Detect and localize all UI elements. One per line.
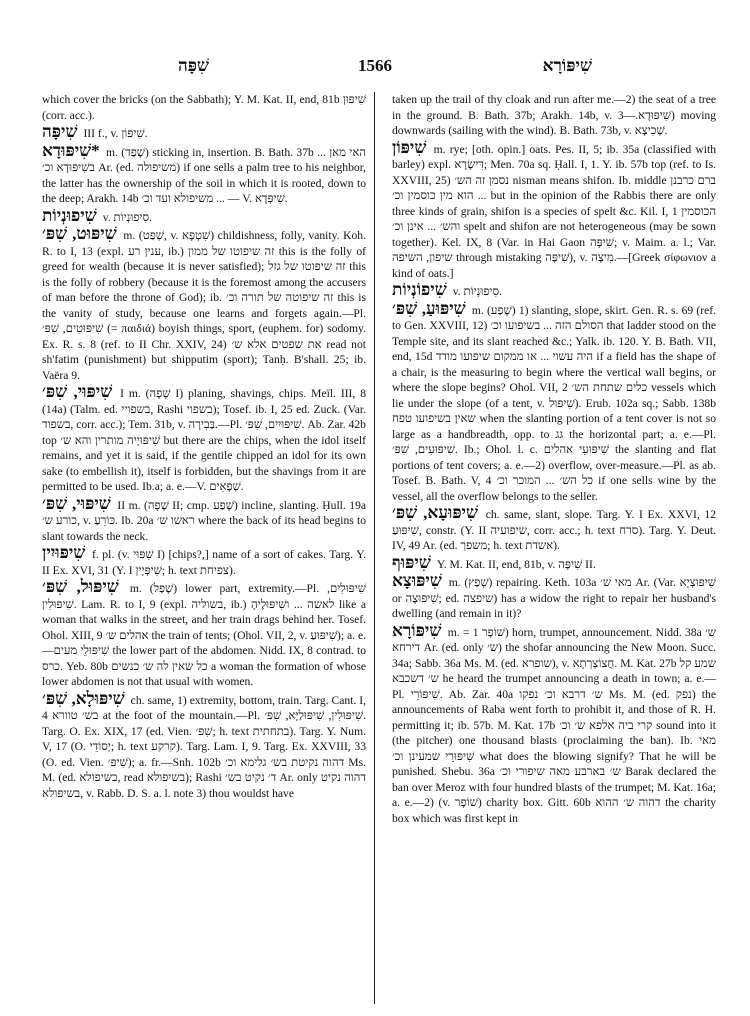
dictionary-entry: [42, 205, 366, 226]
dictionary-entry: [392, 298, 717, 505]
entry-headword: שִׁיפּוֹן: [392, 137, 427, 157]
entry-text: II m. (שָׁפָה II; cmp. שָׁפַע) incline, slanting. Ḥull. 19a כורע ש׳, v. כּוֹרֵעַ. Ib. 20a ראשו ש׳ where the back of its head begins to slant towards the neck.: [42, 498, 367, 543]
dictionary-entry: [42, 124, 366, 142]
page-number: 1566: [358, 56, 392, 75]
entry-continuation: [392, 92, 716, 139]
entry-text: III f., v. שִׁיפּוֹן.: [83, 127, 148, 140]
header-left-word: שִׁפָּה: [178, 56, 210, 75]
dictionary-entry: [392, 620, 717, 827]
dictionary-entry: [42, 226, 366, 383]
entry-text: ch. same, slant, slope. Targ. Y. I Ex. XXVI, 12 שִׁיפּוּעַ, constr. (Y. II שיפועיה, corr. acc.; h. text סרח). Targ. Y. Deut. IV, 49 Ar. (ed. משפך; h. text אשדת).: [392, 508, 716, 552]
dictionary-entry: [392, 282, 716, 300]
entry-headword: שִׁיפּוּט, שִׁפּ׳: [42, 224, 117, 243]
entry-headword: שִׁיפּוּי, שִׁפּ׳: [42, 493, 111, 513]
entry-text: m. (שָׁפַד) sticking in, insertion. B. Bath. 37b האי מאן ... בשִׁיפּוּדָא וכ׳ Ar. (ed. משיפולה) if one sells a palm tree to his neighbor, the latter has the ownership of the soil in which it is rooted, down to the deep; Arakh. 14b משיפולא ועד וכ׳ ... — V. שִׁיפְּדָא.: [42, 145, 366, 205]
entry-headword: שִׁיפּוּיִין: [42, 543, 86, 562]
dictionary-entry: [42, 545, 366, 578]
dictionary-entry: [42, 579, 366, 690]
entry-text: I m. (שָׁפָה I) planing, shavings, chips. Meïl. III, 8 (14a) (Talm. ed. בשפויי, Rashi בשפוי); Tosef. ib. I, 25 ed. Zuck. (Var. בשפוד, corr. acc.); Tem. 31b, v. בַּבִירָה.—Pl. שִׁיפּוּיִים, שִׁפּ׳. Ab. Zar. 42b top שִׁיפּוּיָיה מותרין והא ש׳ but there are the chips, when the idol itself remains, and yet it is said, if the gentile chipped an idol for its own sake (to embellish it), itself is forbidden, but the shavings from it are permitted to be used. Ib.a; a. e.—V. שְׁפָאִים.: [42, 387, 367, 493]
entry-text: m. (שְׁפַט, v. שִׁטְפָא) childishness, folly, vanity. Koh. R. to I, 13 (expl. ענין רע, ib.) זה שיפוטו של ממון this is the folly of greed for wealth (because it is never satisfied); זה שיפוטו של גזל this is the folly of robbery (because it is the foremost among the accusers of man before the throne of God); ib. זה שיפוטה של תורה וכ׳ this is the vanity of study, because one learns and forgets again.—Pl. שִׁיפּוּטִים, שִׁפּ׳ (= παιδιά) boyish things, sport, (euphem. for) sodomy. Ex. R. s. 8 (ref. to II Chr. XXIV, 24) את שפטים אלא ש׳ read not sh'fatim (punishment) but shipputim (sport); Tanḥ. B'shall. 25; ib. Vaëra 9.: [42, 229, 366, 382]
entry-headword: שִׁיפּוּעָא, שִׁפּ׳: [392, 503, 479, 522]
dictionary-entry: [42, 384, 366, 495]
entry-headword: שִׁיפּוּעַ, שִׁפּ׳: [392, 298, 466, 318]
dictionary-entry: [392, 552, 716, 573]
left-column: [42, 92, 366, 802]
dictionary-entry: [392, 137, 717, 282]
dictionary-entry: [42, 493, 367, 545]
dictionary-entry: [42, 140, 366, 207]
dictionary-entry: [392, 573, 716, 622]
entry-text: taken up the trail of thy cloak and run after me.—2) the seat of a tree in the ground. B. Bath. 37b; Arakh. 14b, v. שִׁיפּוּדָא.—3) moving downwards (sailing with the wind). B. Bath. 73b, v. שְׁכִיצָא.: [392, 93, 717, 137]
entry-headword: שִׁיפּוּלָא, שִׁפּ׳: [42, 688, 125, 708]
entry-text: m. (שְׁפַץ) repairing. Keth. 103a מאי ש׳ Ar. (Var. שִׁיפּוּצְיָא or שִׁיפּוּצָה; ed. שיפצה) has a widow the right to repair her husband's dwelling (and remain in it)?: [392, 576, 717, 620]
entry-headword: שִׁיפּוּל, שִׁפּ׳: [42, 577, 119, 596]
entry-text: v. סִיפוּנְיוֹת.: [452, 285, 502, 298]
entry-headword: שִׁיפּוּף: [392, 552, 431, 572]
entry-headword: שִׁיפּוּצָא: [392, 571, 442, 590]
entry-text: which cover the bricks (on the Sabbath); Y. M. Kat. II, end, 81b שִׁיפּוּן (corr. acc.).: [42, 93, 366, 122]
dictionary-entry: [42, 688, 367, 802]
entry-continuation: [42, 92, 366, 123]
entry-text: m. (שָׁפַל) lower part, extremity.—Pl. שִׁיפּוּלִים, שִׁיפּוּלִין. Lam. R. to I, 9 (expl. בשוליה, ib.) לאשה ... ושִׁיפּוּלֶיהָ like a woman that walks in the street, and her train drags behind her. Tosef. Ohol. XIII, 9 אהלים ש׳ the train of tents; (Ohol. VII, 2, v. שִׁיפּוּעַ); a. e.—שִׁיפּוּלֵי מעים the lower part of the abdomen. Nidd. IX, 8 contrad. to כרס. Yeb. 80b כל שאין לה ש׳ כנשים a woman the formation of whose lower abdomen is not that usual with women.: [42, 582, 367, 688]
entry-headword: שִׁיפּוּי, שִׁפּ׳: [42, 382, 113, 401]
column-divider: [374, 92, 375, 1004]
entry-text: m. rye; [oth. opin.] oats. Pes. II, 5; ib. 35a (classified with barley) expl. דִּישָׂרָא; Men. 70a sq. Ḥall. I, 1. Y. ib. 57b top (ref. to Is. XXVIII, 25) נסמן זה הש׳ nisman means shifon. Ib. middle ברם כרבנן ... הוא מין כוסמין וכ׳ but in the opinion of the Rabbis there are only three kinds of grain, shifon is a species of spelt &c. Kil. I, 1 הכוסמין והש׳ ... אינן וכ׳ spelt and shifon are not heterogeneous (may be sown together). Kel. IX, 8 (Var. in Hai Gaon שִׁיפָּה; v. Maim. a. l.; Var. שיפון, השיפה through mistaking שִׁיפָּה), v. מִיצָה.—[Greek σίφωνιον a kind of oats.]: [392, 142, 717, 280]
entry-text: m. = שׁוֹפָר 1) horn, trumpet, announcement. Nidd. 38a ש׳ דירחא Ar. (ed. only ש׳) the shofar announcing the New Moon. Succ. 34a; Sabb. 36a Ms. M. (ed. שופרא), v. חֲצוֹצְרְתָא. M. Kat. 27b שמע קל ש׳ דשכבא he heard the trumpet announcing a death in town; a. e.—Pl. שִׁיפּוֹרֵי. Ab. Zar. 40a ש׳ דרבא וכ׳ נפקו Ms. M. (ed. נפק) the announcements of Raba went forth to prohibit it, and those of R. H. permitting it; ib. 57b. M. Kat. 17b קרי ביה אלפא ש׳ וכ׳ sound into it (the pitcher) one thousand blasts (proclaiming the ban). Ib. מאי שִׁיפּוּרֵי שמעינן וכ׳ what does the blowing signify? That he will be punished. Shebu. 36a ש׳ בארבע מאה שיפורי וכ׳ Barak declared the ban over Meroz with four hundred blasts of the trumpet; M. Kat. 16a; a. e.—2) (v. שׁוֹפָר) charity box. Gitt. 60b דהוה ש׳ ההוא the charity box which was first kept in: [392, 625, 717, 825]
entry-headword: *שִׁיפּוּדָא: [42, 140, 100, 160]
page-header: [40, 56, 710, 82]
right-column: [392, 92, 716, 827]
entry-text: f. pl. (v. שִׁפּוּי I) [chips?,] name of a sort of cakes. Targ. Y. II Ex. XVI, 31 (Y. I שִׁיפְּיָין; h. text צפיחת).: [42, 548, 366, 577]
entry-text: ch. same, 1) extremity, bottom, train. Targ. Cant. I, 4 בש׳ טוורא at the foot of the mountain.—Pl. שִׁיפּוּלִין, שִׁיפּוּלַיָּא, שִׁפּ׳. Targ. O. Ex. XIX, 17 (ed. Vien. שִׁפּ׳; h. text בתחתית). Targ. Y. Num. V, 17 (O. יְסוֹדֵי; h. text קרקע). Targ. Lam. I, 9. Targ. Ex. XXVIII, 33 (O. ed. Vien. שִׁיפּ׳); a. fr.—Snh. 102b דהוה נקיטת בש׳ גלימא וכ׳ Ms. M. (ed. בשיפולא, read בשיפולא); Rashi ד׳ נקיט בש׳ Ar. only דהוה נקיט בשיפולא, v. Rabb. D. S. a. l. note 3) thou wouldst have: [42, 693, 367, 800]
entry-headword: שִׁיפּוֹרָא: [392, 620, 442, 640]
entry-headword: שִׁיפוּנְיוֹת: [42, 205, 97, 225]
entry-headword: שִׁיפָּה: [42, 122, 78, 141]
entry-text: m. (שָׁפַע) 1) slanting, slope, skirt. Gen. R. s. 69 (ref. to Gen. XXVIII, 12) הסולם הזה ... בשיפועו וכ׳ that ladder stood on the Temple site, and its slant reached &c.; Yalk. ib. 120. Y. B. Bath. VII, end, 15d היה עשוי ... או ממקום שיפועו מודד if a field has the shape of a chair, is the measuring to begin where the vertical wall begins, or where the slope begins? Ohol. VII, 2 כלים שתחת הש׳ vessels which lie under the slope (of a tent, v. שִׁיפּוּל). Erub. 102a sq.; Sabb. 138b שאין בשיפועו טפח when the slanting portion of a tent cover is not so large as a handbreadth, opp. to גג the horizontal part; a. e.—Pl. שִׁיפּוּעִים, שִׁפּ׳. Ib.; Ohol. l. c. שִׁיפּוּעֵי אהלים the slanting and flat portions of tent covers; a. e.—2) overflow, over-measure.—Pl. as ab. Tosef. B. Bath. V, 4 כל הש׳ ... המוכר וכ׳ if one sells wine by the vessel, all the overflow belongs to the seller.: [392, 303, 717, 503]
entry-text: Y. M. Kat. II, end, 81b, v. שִׁיפָּה II.: [436, 557, 596, 571]
entry-text: v. סִיפוּנְיוֹת.: [102, 210, 152, 224]
entry-headword: שִׁיפוֹנְיוֹת: [392, 280, 447, 299]
dictionary-entry: [392, 505, 716, 554]
header-right-word: שִׁיפּוֹרָא: [542, 56, 592, 75]
